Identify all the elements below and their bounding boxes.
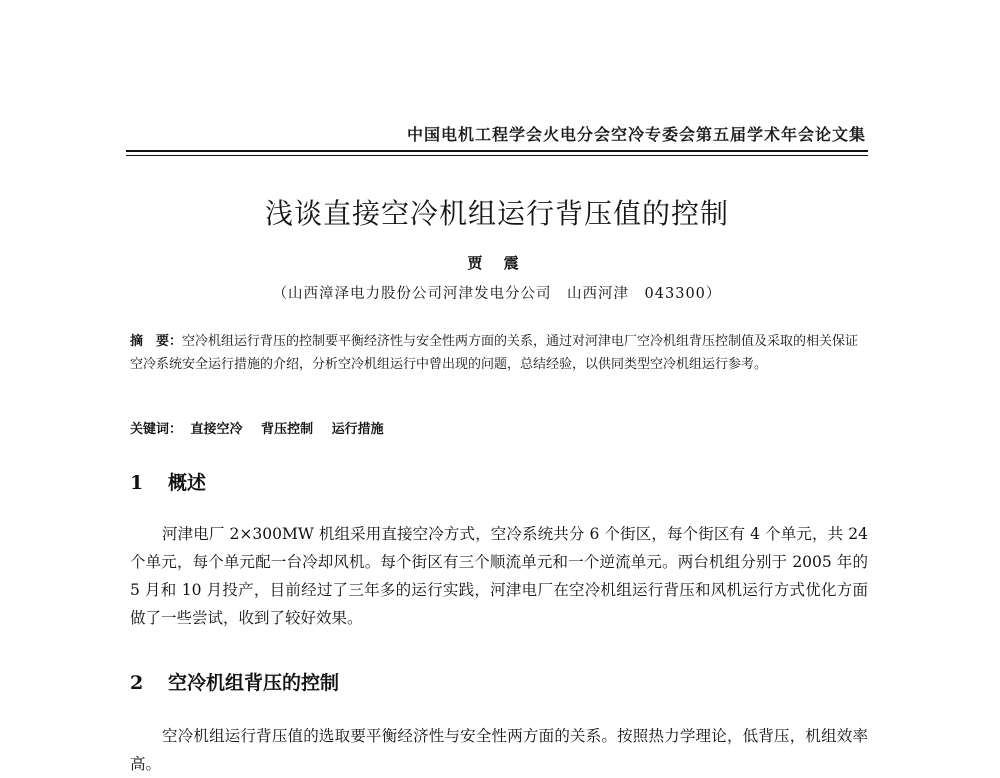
keyword-item: 运行措施 xyxy=(331,422,384,437)
header-rule-thick xyxy=(126,150,868,152)
section-heading-2 xyxy=(130,668,339,695)
running-header: 中国电机工程学会火电分会空冷专委会第五届学术年会论文集 xyxy=(406,125,866,144)
abstract-label: 摘 要： xyxy=(130,334,183,349)
section-2-paragraph: 空冷机组运行背压值的选取要平衡经济性与安全性两方面的关系。按照热力学理论，低背压，机组效率高。 xyxy=(130,727,868,773)
author-affiliation: （山西漳泽电力股份公司河津发电分公司 山西河津 043300） xyxy=(272,286,722,302)
abstract xyxy=(130,331,868,376)
header-rule-thin xyxy=(126,155,868,156)
keywords xyxy=(130,418,868,437)
keyword-item: 背压控制 xyxy=(261,422,314,437)
section-heading-1 xyxy=(130,468,206,495)
paper-title: 浅谈直接空冷机组运行背压值的控制 xyxy=(264,197,729,230)
keyword-item: 直接空冷 xyxy=(190,422,243,437)
abstract-text: 空冷机组运行背压的控制要平衡经济性与安全性两方面的关系，通过对河津电厂空冷机组背压控制值及采取的相关保证空冷系统安全运行措施的介绍，分析空冷机组运行中曾出现的问题，总结经验，以供同类型空冷机组运行参考。 xyxy=(130,334,859,372)
author-name: 贾 震 xyxy=(467,254,527,272)
section-1-paragraph: 河津电厂 2×300MW 机组采用直接空冷方式，空冷系统共分 6 个街区，每个街区有 4 个单元，共 24 个单元，每个单元配一台冷却风机。每个街区有三个顺流单元和一个逆流单元。两台机组分别于 2005 年的 5 月和 10 月投产，目前经过了三年多的运行实践，河津电厂在空冷机组运行背压和风机运行方式优化方面做了一些尝试，收到了较好效果。 xyxy=(130,525,868,627)
section-number: 1 xyxy=(130,472,144,494)
section-title: 概述 xyxy=(168,472,207,494)
section-title: 空冷机组背压的控制 xyxy=(168,672,340,694)
section-number: 2 xyxy=(130,672,144,694)
keywords-label: 关键词： xyxy=(130,422,183,437)
